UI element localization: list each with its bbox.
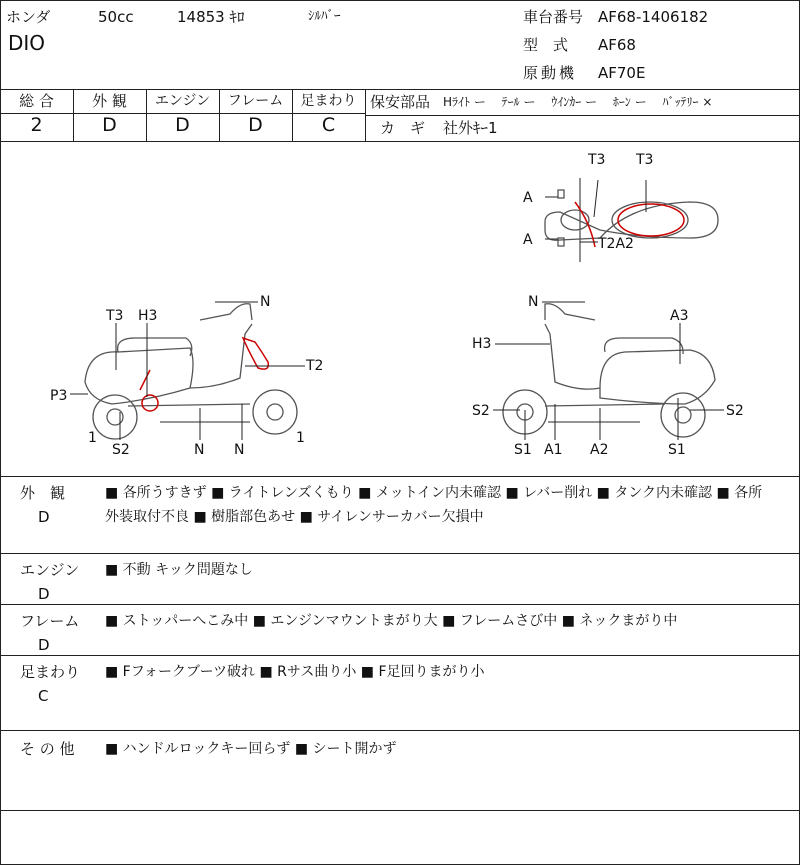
diagram-label: N (194, 442, 205, 458)
detail-notes-other: ■ ハンドルロックキー回らず ■ シート開かず (105, 741, 397, 757)
divider (0, 810, 800, 811)
diagram-label: A (523, 190, 533, 206)
safety-parts-items: Hﾗｲﾄ ー ﾃｰﾙ ー ｳｲﾝｶｰ ー ﾎｰﾝ ー ﾊﾞｯﾃﾘｰ × (443, 95, 713, 109)
mileage: 14853 ｷﾛ (177, 8, 245, 26)
detail-notes-engine: ■ 不動 キック問題なし (105, 562, 253, 578)
model-name: DIO (8, 31, 46, 55)
diagram-label: N (528, 294, 539, 310)
left-view-damage (140, 338, 268, 411)
detail-notes-frame: ■ ストッパーへこみ中 ■ エンジンマウントまがり大 ■ フレームさび中 ■ ネックまがり中 (105, 613, 678, 629)
left-view-scooter (85, 304, 297, 439)
diagram-label: A1 (544, 442, 563, 458)
divider (365, 115, 800, 116)
grade-exterior: D (102, 114, 117, 136)
detail-label-other: そ の 他 (20, 740, 75, 758)
detail-label-suspension: 足まわり (20, 663, 81, 681)
body-color: ｼﾙﾊﾞｰ (308, 9, 341, 24)
displacement: 50cc (98, 8, 134, 26)
grade-engine: D (175, 114, 190, 136)
detail-grade-engine: D (38, 585, 50, 603)
grade-header-engine: エンジン (154, 93, 211, 109)
detail-label-exterior: 外 観 (20, 484, 66, 502)
diagram-label: N (234, 442, 245, 458)
detail-grade-frame: D (38, 636, 50, 654)
grade-header-frame: フレーム (227, 93, 284, 109)
diagram-label: 1 (296, 430, 305, 446)
detail-notes-exterior-cont: 外装取付不良 ■ 樹脂部色あせ ■ サイレンサーカバー欠損中 (105, 509, 484, 525)
diagram-label: 1 (88, 430, 97, 446)
frame-no: AF68-1406182 (598, 8, 709, 26)
grade-suspension: C (321, 114, 336, 136)
diagram-label: S1 (668, 442, 686, 458)
grade-header-suspension: 足まわり (300, 93, 357, 109)
diagram-label: S2 (472, 403, 490, 419)
safety-parts-label: 保安部品 (370, 93, 431, 111)
diagram-label: S2 (112, 442, 130, 458)
type-label: 型 式 (523, 36, 569, 54)
diagram-label: T3 (106, 308, 124, 324)
diagram-label: N (260, 294, 271, 310)
diagram-label: A2 (590, 442, 609, 458)
diagram-label: P3 (50, 388, 68, 404)
diagram-label: T3 (636, 152, 654, 168)
detail-grade-suspension: C (38, 687, 49, 705)
detail-notes-exterior: ■ 各所うすきず ■ ライトレンズくもり ■ メットイン内未確認 ■ レバー削れ ■ タンク内未確認 ■ 各所 (105, 485, 763, 501)
diagram-label: S1 (514, 442, 532, 458)
damage-diagram (0, 142, 800, 477)
diagram-label: H3 (138, 308, 158, 324)
grade-frame: D (248, 114, 263, 136)
diagram-label: T3 (588, 152, 606, 168)
detail-label-frame: フレーム (20, 612, 80, 630)
engine-value: AF70E (598, 64, 646, 82)
frame-no-label: 車台番号 (523, 8, 584, 26)
divider (0, 730, 800, 731)
diagram-label: A3 (670, 308, 689, 324)
diagram-label: T2 (306, 358, 324, 374)
detail-notes-suspension: ■ Fフォークブーツ破れ ■ Rサス曲り小 ■ F足回りまがり小 (105, 664, 485, 680)
diagram-label: S2 (726, 403, 744, 419)
divider (0, 476, 800, 477)
diagram-label: T2A2 (598, 236, 634, 252)
detail-grade-exterior: D (38, 508, 50, 526)
engine-label: 原動機 (523, 64, 578, 82)
divider (0, 553, 800, 554)
divider (0, 604, 800, 605)
divider (0, 89, 800, 90)
key-label: カ ギ (380, 119, 426, 137)
type-value: AF68 (598, 36, 636, 54)
maker: ホンダ (6, 8, 51, 26)
key-value: 社外ｷｰ1 (443, 119, 498, 137)
grade-overall: 2 (30, 114, 43, 136)
divider (365, 89, 366, 141)
divider (0, 655, 800, 656)
diagram-label: A (523, 232, 533, 248)
detail-label-engine: エンジン (20, 561, 80, 579)
grade-header-exterior: 外 観 (92, 92, 127, 110)
diagram-label: H3 (472, 336, 492, 352)
grade-header-overall: 総 合 (19, 92, 54, 110)
